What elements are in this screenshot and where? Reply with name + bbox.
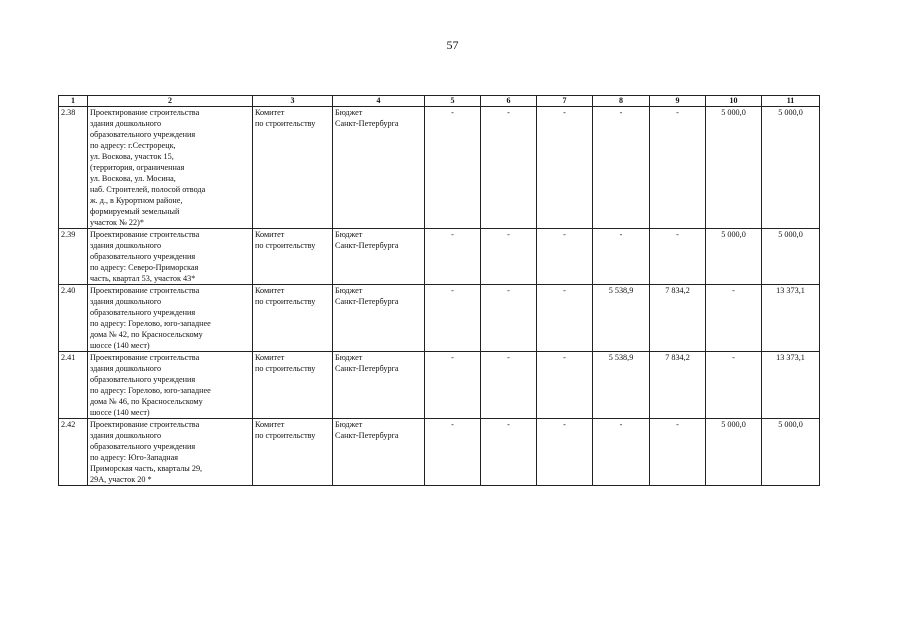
table-row (59, 229, 820, 285)
column-header: 7 (537, 96, 593, 107)
project-name-line: образовательного учреждения (90, 130, 196, 139)
column-header: 11 (762, 96, 820, 107)
table-row (59, 352, 820, 419)
funding-source-line: Санкт-Петербурга (335, 364, 399, 373)
amount-cell: 5 000,0 (762, 419, 820, 486)
project-name-line: по адресу: Горелово, юго-западнее (90, 319, 211, 328)
project-name-line: Проектирование строительства (90, 230, 200, 239)
amount-cell: 5 538,9 (593, 352, 650, 419)
column-header: 5 (425, 96, 481, 107)
column-header: 6 (481, 96, 537, 107)
project-name-line: дома № 46, по Красносельскому (90, 397, 203, 406)
row-number: 2.40 (59, 285, 88, 352)
funding-source-line: Бюджет (335, 420, 363, 429)
amount-cell: 5 000,0 (706, 107, 762, 229)
executor-line: по строительству (255, 364, 316, 373)
project-name (88, 285, 253, 352)
funding-source (333, 352, 425, 419)
amount-cell: - (481, 107, 537, 229)
executor-line: Комитет (255, 286, 285, 295)
project-name-line: Проектирование строительства (90, 286, 200, 295)
executor-line: Комитет (255, 420, 285, 429)
funding-source-line: Санкт-Петербурга (335, 241, 399, 250)
project-name-line: образовательного учреждения (90, 442, 196, 451)
project-name-line: участок № 22)* (90, 218, 144, 227)
column-header: 4 (333, 96, 425, 107)
project-name-line: по адресу: Северо-Приморская (90, 263, 199, 272)
table-row (59, 285, 820, 352)
project-name-line: часть, квартал 53, участок 43* (90, 274, 196, 283)
project-name-line: Проектирование строительства (90, 108, 200, 117)
project-name-line: образовательного учреждения (90, 375, 196, 384)
project-name-line: по адресу: Юго-Западная (90, 453, 179, 462)
project-name (88, 107, 253, 229)
project-name-line: ж. д., в Курортном районе, (90, 196, 183, 205)
funding-source-line: Санкт-Петербурга (335, 297, 399, 306)
project-name-line: здания дошкольного (90, 119, 162, 128)
column-header: 3 (253, 96, 333, 107)
project-name (88, 419, 253, 486)
amount-cell: 13 373,1 (762, 285, 820, 352)
amount-cell: - (650, 229, 706, 285)
project-name-line: по адресу: Горелово, юго-западнее (90, 386, 211, 395)
funding-source-line: Санкт-Петербурга (335, 119, 399, 128)
project-name-line: 29А, участок 20 * (90, 475, 152, 484)
column-header: 8 (593, 96, 650, 107)
row-number: 2.39 (59, 229, 88, 285)
project-name-line: (территория, ограниченная (90, 163, 185, 172)
project-name-line: по адресу: г.Сестрорецк, (90, 141, 176, 150)
row-number: 2.38 (59, 107, 88, 229)
amount-cell: - (650, 107, 706, 229)
amount-cell: 7 834,2 (650, 352, 706, 419)
project-name-line: здания дошкольного (90, 241, 162, 250)
project-name-line: ул. Воскова, участок 15, (90, 152, 174, 161)
amount-cell: - (425, 107, 481, 229)
executor-line: по строительству (255, 119, 316, 128)
funding-source-line: Санкт-Петербурга (335, 431, 399, 440)
project-name (88, 229, 253, 285)
amount-cell: - (537, 229, 593, 285)
project-name-line: образовательного учреждения (90, 252, 196, 261)
executor (253, 352, 333, 419)
executor (253, 229, 333, 285)
project-name-line: наб. Строителей, полосой отвода (90, 185, 206, 194)
column-header: 10 (706, 96, 762, 107)
project-name-line: ул. Воскова, ул. Мосина, (90, 174, 176, 183)
amount-cell: - (706, 285, 762, 352)
amount-cell: - (481, 352, 537, 419)
funding-source (333, 419, 425, 486)
funding-source-line: Бюджет (335, 230, 363, 239)
amount-cell: 5 000,0 (762, 229, 820, 285)
project-name-line: формируемый земельный (90, 207, 180, 216)
amount-cell: - (481, 419, 537, 486)
executor-line: Комитет (255, 108, 285, 117)
amount-cell: 5 000,0 (706, 229, 762, 285)
executor-line: по строительству (255, 431, 316, 440)
project-name-line: Проектирование строительства (90, 420, 200, 429)
table-row (59, 419, 820, 486)
amount-cell: - (706, 352, 762, 419)
amount-cell: - (481, 229, 537, 285)
funding-source-line: Бюджет (335, 353, 363, 362)
project-name-line: Проектирование строительства (90, 353, 200, 362)
amount-cell: 5 538,9 (593, 285, 650, 352)
program-table (58, 95, 820, 486)
funding-source-line: Бюджет (335, 108, 363, 117)
amount-cell: - (593, 419, 650, 486)
table-body (59, 107, 820, 486)
column-header: 2 (88, 96, 253, 107)
executor-line: по строительству (255, 241, 316, 250)
project-name-line: шоссе (140 мест) (90, 341, 150, 350)
funding-source-line: Бюджет (335, 286, 363, 295)
amount-cell: - (425, 285, 481, 352)
amount-cell: - (537, 352, 593, 419)
executor (253, 107, 333, 229)
table-row (59, 107, 820, 229)
amount-cell: - (593, 229, 650, 285)
amount-cell: - (537, 419, 593, 486)
amount-cell: - (481, 285, 537, 352)
amount-cell: - (537, 285, 593, 352)
amount-cell: 13 373,1 (762, 352, 820, 419)
project-name (88, 352, 253, 419)
project-name-line: Приморская часть, кварталы 29, (90, 464, 203, 473)
project-name-line: шоссе (140 мест) (90, 408, 150, 417)
amount-cell: 7 834,2 (650, 285, 706, 352)
funding-source (333, 229, 425, 285)
row-number: 2.42 (59, 419, 88, 486)
column-header: 9 (650, 96, 706, 107)
amount-cell: - (650, 419, 706, 486)
amount-cell: - (537, 107, 593, 229)
executor-line: Комитет (255, 230, 285, 239)
funding-source (333, 107, 425, 229)
amount-cell: - (593, 107, 650, 229)
project-name-line: образовательного учреждения (90, 308, 196, 317)
funding-source (333, 285, 425, 352)
project-name-line: здания дошкольного (90, 364, 162, 373)
page-number: 57 (446, 38, 459, 52)
executor-line: Комитет (255, 353, 285, 362)
amount-cell: - (425, 229, 481, 285)
amount-cell: 5 000,0 (706, 419, 762, 486)
executor-line: по строительству (255, 297, 316, 306)
executor (253, 419, 333, 486)
project-name-line: здания дошкольного (90, 431, 162, 440)
column-header: 1 (59, 96, 88, 107)
amount-cell: - (425, 419, 481, 486)
row-number: 2.41 (59, 352, 88, 419)
amount-cell: - (425, 352, 481, 419)
amount-cell: 5 000,0 (762, 107, 820, 229)
project-name-line: дома № 42, по Красносельскому (90, 330, 203, 339)
executor (253, 285, 333, 352)
project-name-line: здания дошкольного (90, 297, 162, 306)
header-row (59, 96, 820, 107)
